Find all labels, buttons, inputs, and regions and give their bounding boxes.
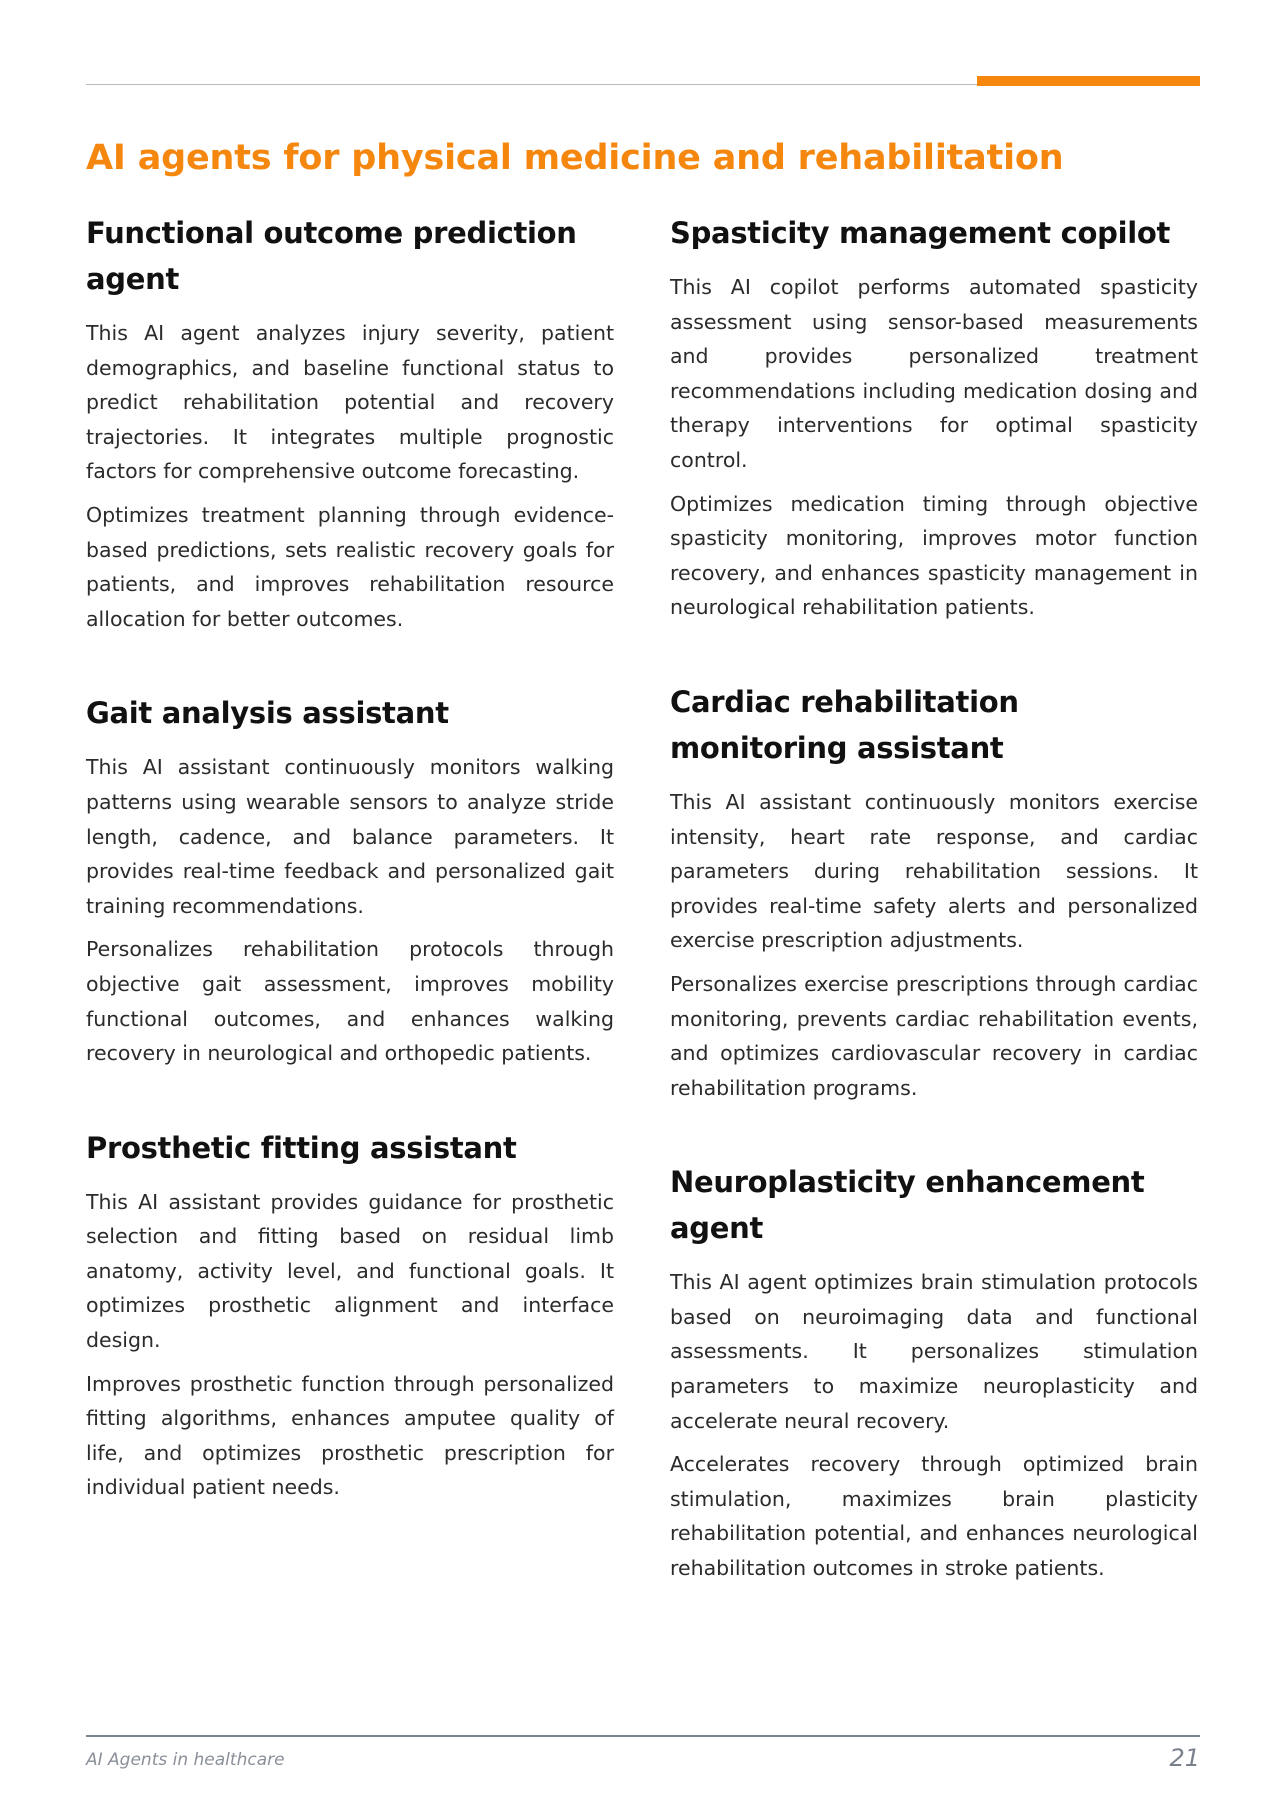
section-title: Prosthetic fitting assistant (86, 1130, 517, 1165)
section-functional-outcome (86, 210, 614, 636)
section-benefits: Improves prosthetic function through personalized fitting algorithms, enhances amputee quality of life, and optimizes prosthetic prescription for individual patient needs. (86, 1371, 614, 1500)
section-description: This AI assistant continuously monitors walking patterns using wearable sensors to analyze stride length, cadence, and balance parameters. It provides real-time feedback and personalized gait training recommendations. (86, 755, 614, 918)
section-neuroplasticity (670, 1159, 1198, 1585)
section-benefits: Personalizes exercise prescriptions through cardiac monitoring, prevents cardiac rehabilitation events, and optimizes cardiovascular recovery in cardiac rehabilitation programs. (670, 971, 1198, 1100)
footer-document-title: AI Agents in healthcare (86, 1750, 285, 1770)
section-benefits: Personalizes rehabilitation protocols through objective gait assessment, improves mobility functional outcomes, and enhances walking recovery in neurological and orthopedic patients. (86, 937, 614, 1066)
footer-rule (86, 1735, 1200, 1737)
left-column (86, 210, 614, 1514)
section-benefits: Optimizes treatment planning through evidence-based predictions, sets realistic recovery goals for patients, and improves rehabilitation resource allocation for better outcomes. (86, 502, 614, 631)
section-spasticity-management (670, 210, 1198, 625)
page-title: AI agents for physical medicine and rehabilitation (86, 138, 1064, 178)
header-accent-bar (977, 76, 1200, 86)
section-description: This AI agent analyzes injury severity, patient demographics, and baseline functional status to predict rehabilitation potential and recovery trajectories. It integrates multiple prognostic factors for comprehensive outcome forecasting. (86, 321, 614, 484)
footer-page-number: 21 (1169, 1744, 1200, 1772)
section-benefits: Accelerates recovery through optimized brain stimulation, maximizes brain plasticity rehabilitation potential, and enhances neurological rehabilitation outcomes in stroke patients. (670, 1452, 1198, 1581)
section-description: This AI assistant continuously monitors exercise intensity, heart rate response, and cardiac parameters during rehabilitation sessions. It provides real-time safety alerts and personalized exercise prescription adjustments. (670, 789, 1198, 953)
right-column (670, 210, 1198, 1595)
section-benefits: Optimizes medication timing through objective spasticity monitoring, improves motor function recovery, and enhances spasticity management in neurological rehabilitation patients. (670, 491, 1198, 620)
section-description: This AI agent optimizes brain stimulation protocols based on neuroimaging data and functional assessments. It personalizes stimulation parameters to maximize neuroplasticity and accelerate neural recovery. (670, 1270, 1198, 1433)
section-title: Cardiac rehabilitation monitoring assistant (670, 684, 1019, 765)
section-prosthetic-fitting (86, 1125, 614, 1505)
section-description: This AI assistant provides guidance for prosthetic selection and fitting based on residual limb anatomy, activity level, and functional goals. It optimizes prosthetic alignment and interface design. (86, 1189, 614, 1353)
section-gait-analysis (86, 690, 614, 1070)
section-description: This AI copilot performs automated spasticity assessment using sensor-based measurements and provides personalized treatment recommendations including medication dosing and therapy interventions for optimal spasticity control. (670, 275, 1198, 472)
section-title: Functional outcome prediction agent (86, 216, 577, 296)
section-cardiac-rehabilitation (670, 679, 1198, 1105)
section-title: Neuroplasticity enhancement agent (670, 1165, 1145, 1246)
section-title: Gait analysis assistant (86, 696, 449, 731)
section-title: Spasticity management copilot (670, 216, 1171, 250)
